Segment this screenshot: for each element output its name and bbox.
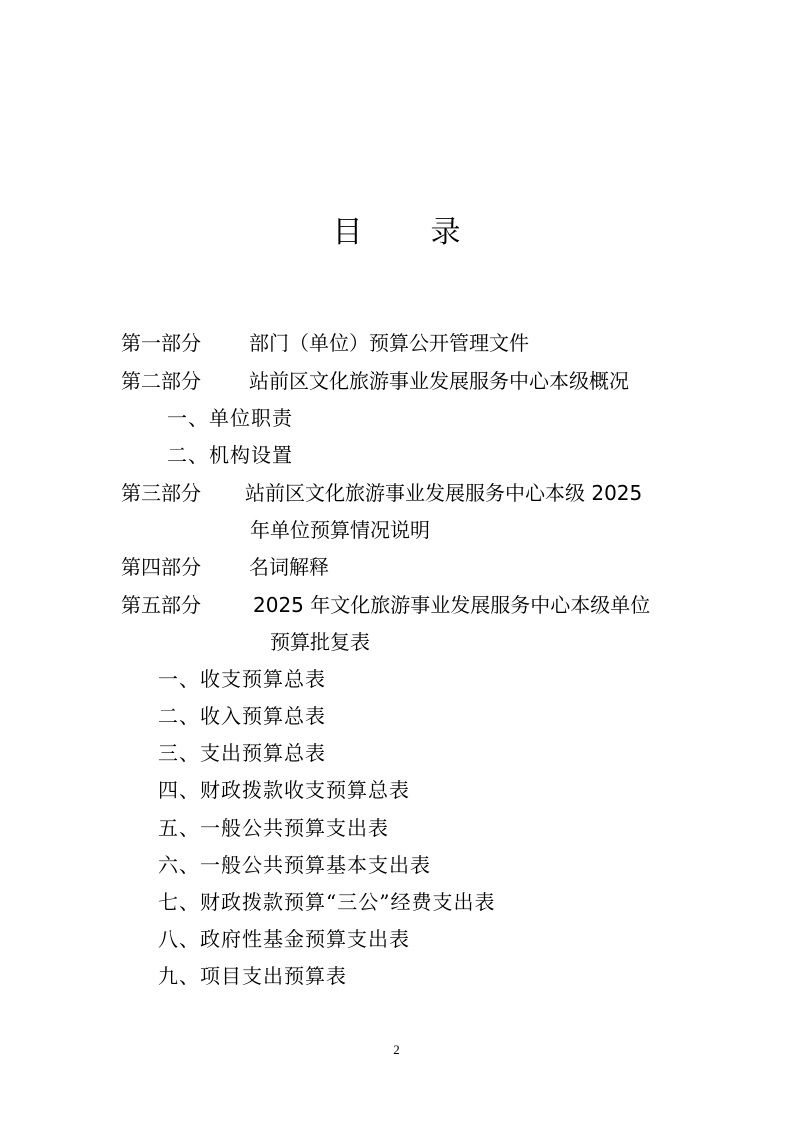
toc-item: 五、一般公共预算支出表 <box>158 816 389 840</box>
title-char-2: 录 <box>430 215 461 250</box>
toc-item: 九、项目支出预算表 <box>158 964 347 988</box>
title-char-1: 目 <box>332 215 363 250</box>
part-label: 第三部分 <box>121 481 201 505</box>
toc-item: 一、单位职责 <box>167 406 293 430</box>
part-title-line-1: 站前区文化旅游事业发展服务中心本级 2025 <box>245 481 643 505</box>
part-label: 第四部分 <box>121 555 201 579</box>
toc-item: 六、一般公共预算基本支出表 <box>158 853 431 877</box>
part-title: 部门（单位）预算公开管理文件 <box>249 331 529 355</box>
part-label: 第二部分 <box>121 369 201 393</box>
page-title <box>0 207 793 251</box>
part-title-line-2: 年单位预算情况说明 <box>250 518 430 542</box>
part-title-line-2: 预算批复表 <box>270 630 370 654</box>
part-title: 名词解释 <box>249 555 329 579</box>
part-title-line-1: 2025 年文化旅游事业发展服务中心本级单位 <box>253 593 651 617</box>
toc-item: 四、财政拨款收支预算总表 <box>158 778 410 802</box>
part-label: 第五部分 <box>121 593 201 617</box>
toc-item: 三、支出预算总表 <box>158 741 326 765</box>
part-label: 第一部分 <box>121 331 201 355</box>
toc-item: 七、财政拨款预算“三公”经费支出表 <box>158 890 496 914</box>
page-number: 2 <box>393 1042 400 1057</box>
toc-item: 一、收支预算总表 <box>158 667 326 691</box>
part-title: 站前区文化旅游事业发展服务中心本级概况 <box>249 369 629 393</box>
toc-item: 二、机构设置 <box>167 443 293 467</box>
toc-item: 八、政府性基金预算支出表 <box>158 927 410 951</box>
toc-item: 二、收入预算总表 <box>158 704 326 728</box>
